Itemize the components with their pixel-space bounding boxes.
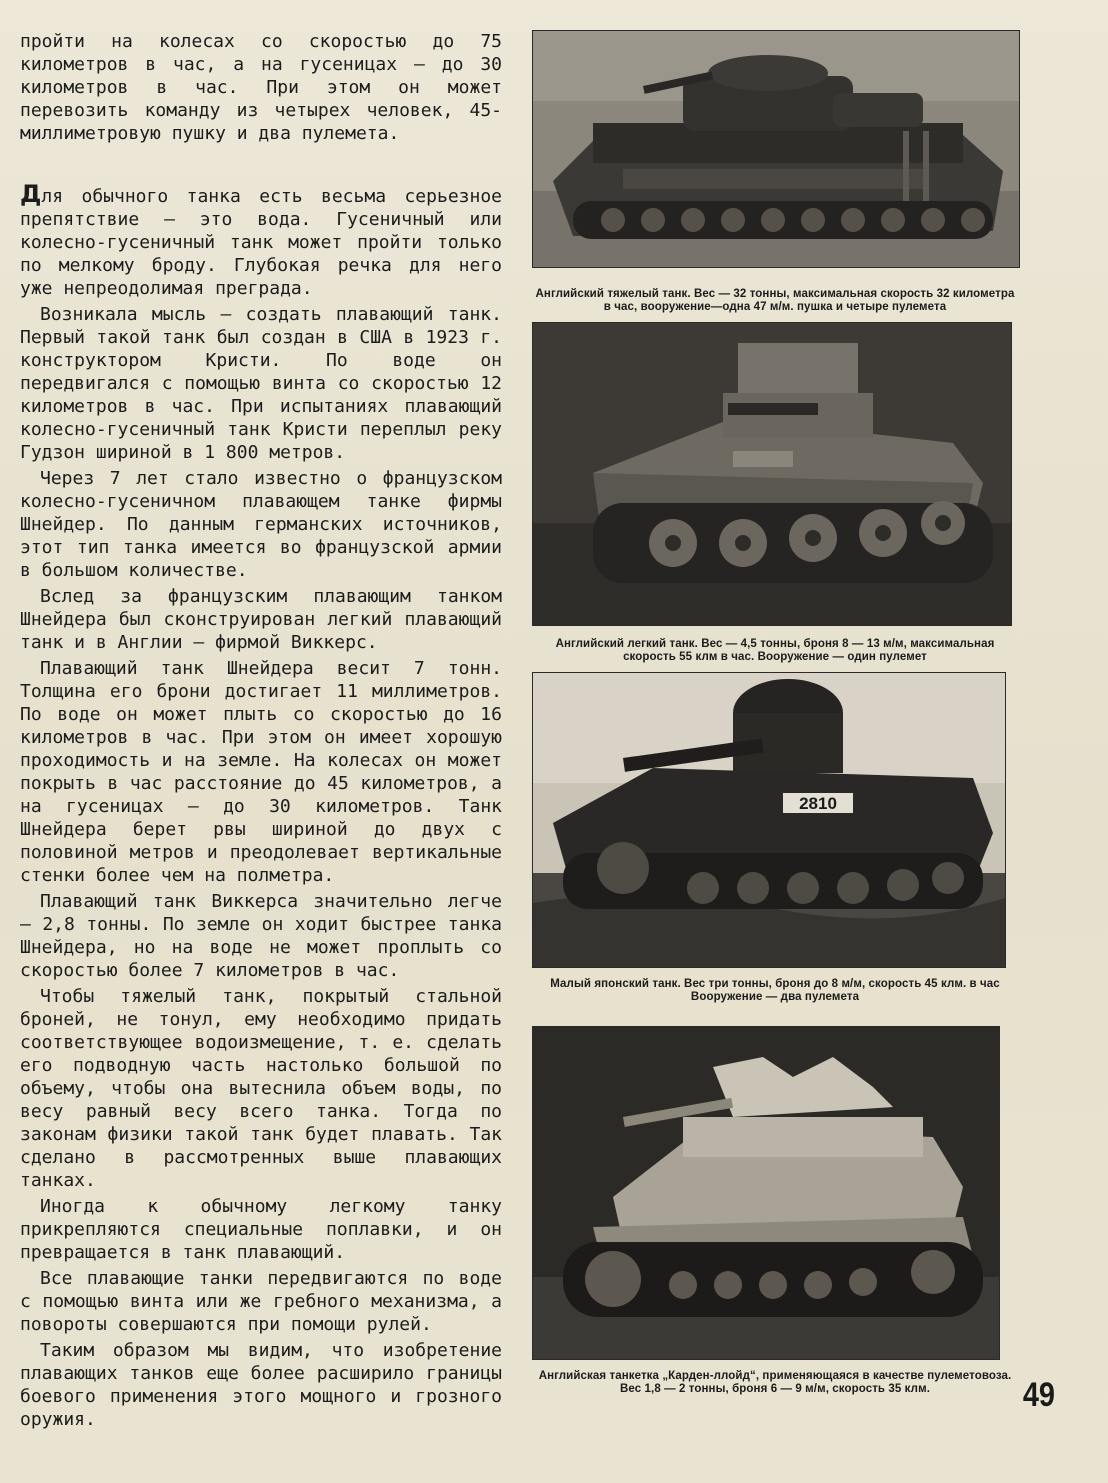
photo-japanese-tank (532, 672, 1006, 968)
heavy-tank-illustration (533, 31, 1019, 267)
photo-carden-loyd-tankette (532, 1026, 1000, 1360)
paragraph-4: Через 7 лет стало известно о французском колесно-гусеничном плавающем танке фирмы Шнейдер. По данным германских источников, этот тип танка имеется во французской армии в большом количестве. (20, 468, 502, 581)
hull-marking: 2810 (799, 794, 837, 813)
drop-cap: Д (20, 180, 42, 208)
paragraph-7: Плавающий танк Виккерса значительно легче — 2,8 тонны. По земле он ходит быстрее танка Шнейдера, но на воде не может проплыть со скоростью более 7 километров в час. (20, 891, 502, 981)
caption-heavy-tank: Английский тяжелый танк. Вес — 32 тонны, максимальная скорость 32 километра в час, вооружение—одна 47 м/м. пушка и четыре пулемета (535, 288, 1015, 313)
photo-column (532, 30, 1018, 1396)
light-tank-illustration (533, 323, 1011, 625)
japanese-tank-illustration (533, 673, 1005, 967)
page-number: 49 (1023, 1376, 1056, 1414)
paragraph-2 (20, 180, 502, 300)
caption-carden-loyd-tankette: Английская танкетка „Карден-ллойд“, применяющаяся в качестве пулеметовоза. Вес 1,8 — 2 тонны, броня 6 — 9 м/м, скорость 35 клм. (538, 1370, 1012, 1395)
paragraph-8: Чтобы тяжелый танк, покрытый стальной броней, не тонул, ему необходимо придать соответствующее водоизмещение, т. е. сделать его подводную часть настолько большой по объему, чтобы она вытеснила объем воды, по весу равный весу всего танка. Тогда по законам физики такой танк будет плавать. Так сделано в рассмотренных выше плавающих танках. (20, 986, 502, 1191)
paragraph-6: Плавающий танк Шнейдера весит 7 тонн. Толщина его брони достигает 11 миллиметров. По воде он может плыть со скоростью до 16 километров в час. При этом он имеет хорошую проходимость и на земле. На колесах он может покрыть в час расстояние до 45 километров, а на гусеницах — до 30 километров. Танк Шнейдера берет рвы шириной до двух с половиной метров и преодолевает вертикальные стенки более чем на полметра. (20, 658, 502, 886)
photo-heavy-tank (532, 30, 1020, 268)
paragraph-11: Таким образом мы видим, что изобретение плавающих танков еще более расширило границы боевого применения этого мощного и грозного оружия. (20, 1340, 502, 1430)
paragraph-9: Иногда к обычному легкому танку прикрепляются специальные поплавки, и он превращается в танк плавающий. (20, 1196, 502, 1263)
paragraph-1: пройти на колесах со скоростью до 75 километров в час, а на гусеницах — до 30 километров в час. При этом он может перевозить команду из четырех человек, 45-миллиметровую пушку и два пулемета. (20, 31, 502, 144)
article-column (20, 30, 502, 1431)
caption-light-tank: Английский легкий танк. Вес — 4,5 тонны, броня 8 — 13 м/м, максимальная скорость 55 клм в час. Вооружение — один пулемет (555, 638, 995, 663)
paragraph-10: Все плавающие танки передвигаются по воде с помощью винта или же гребного механизма, а повороты совершаются при помощи рулей. (20, 1268, 502, 1335)
paragraph-2-text: ля обычного танка есть весьма серьезное препятствие — это вода. Гусеничный или колесно-гусеничный танк может пройти только по мелкому броду. Глубокая речка для него уже непреодолимая преграда. (20, 186, 502, 299)
caption-japanese-tank: Малый японский танк. Вес три тонны, броня до 8 м/м, скорость 45 клм. в час Вооружение — два пулемета (550, 978, 1000, 1003)
tankette-illustration (533, 1027, 999, 1359)
paragraph-5: Вслед за французским плавающим танком Шнейдера был сконструирован легкий плавающий танк и в Англии — фирмой Виккерс. (20, 586, 502, 653)
photo-light-tank (532, 322, 1012, 626)
paragraph-3: Возникала мысль — создать плавающий танк. Первый такой танк был создан в США в 1923 г. конструктором Кристи. По воде он передвигался с помощью винта со скоростью 12 километров в час. При испытаниях плавающий колесно-гусеничный танк Кристи переплыл реку Гудзон шириной в 1 800 метров. (20, 304, 502, 463)
